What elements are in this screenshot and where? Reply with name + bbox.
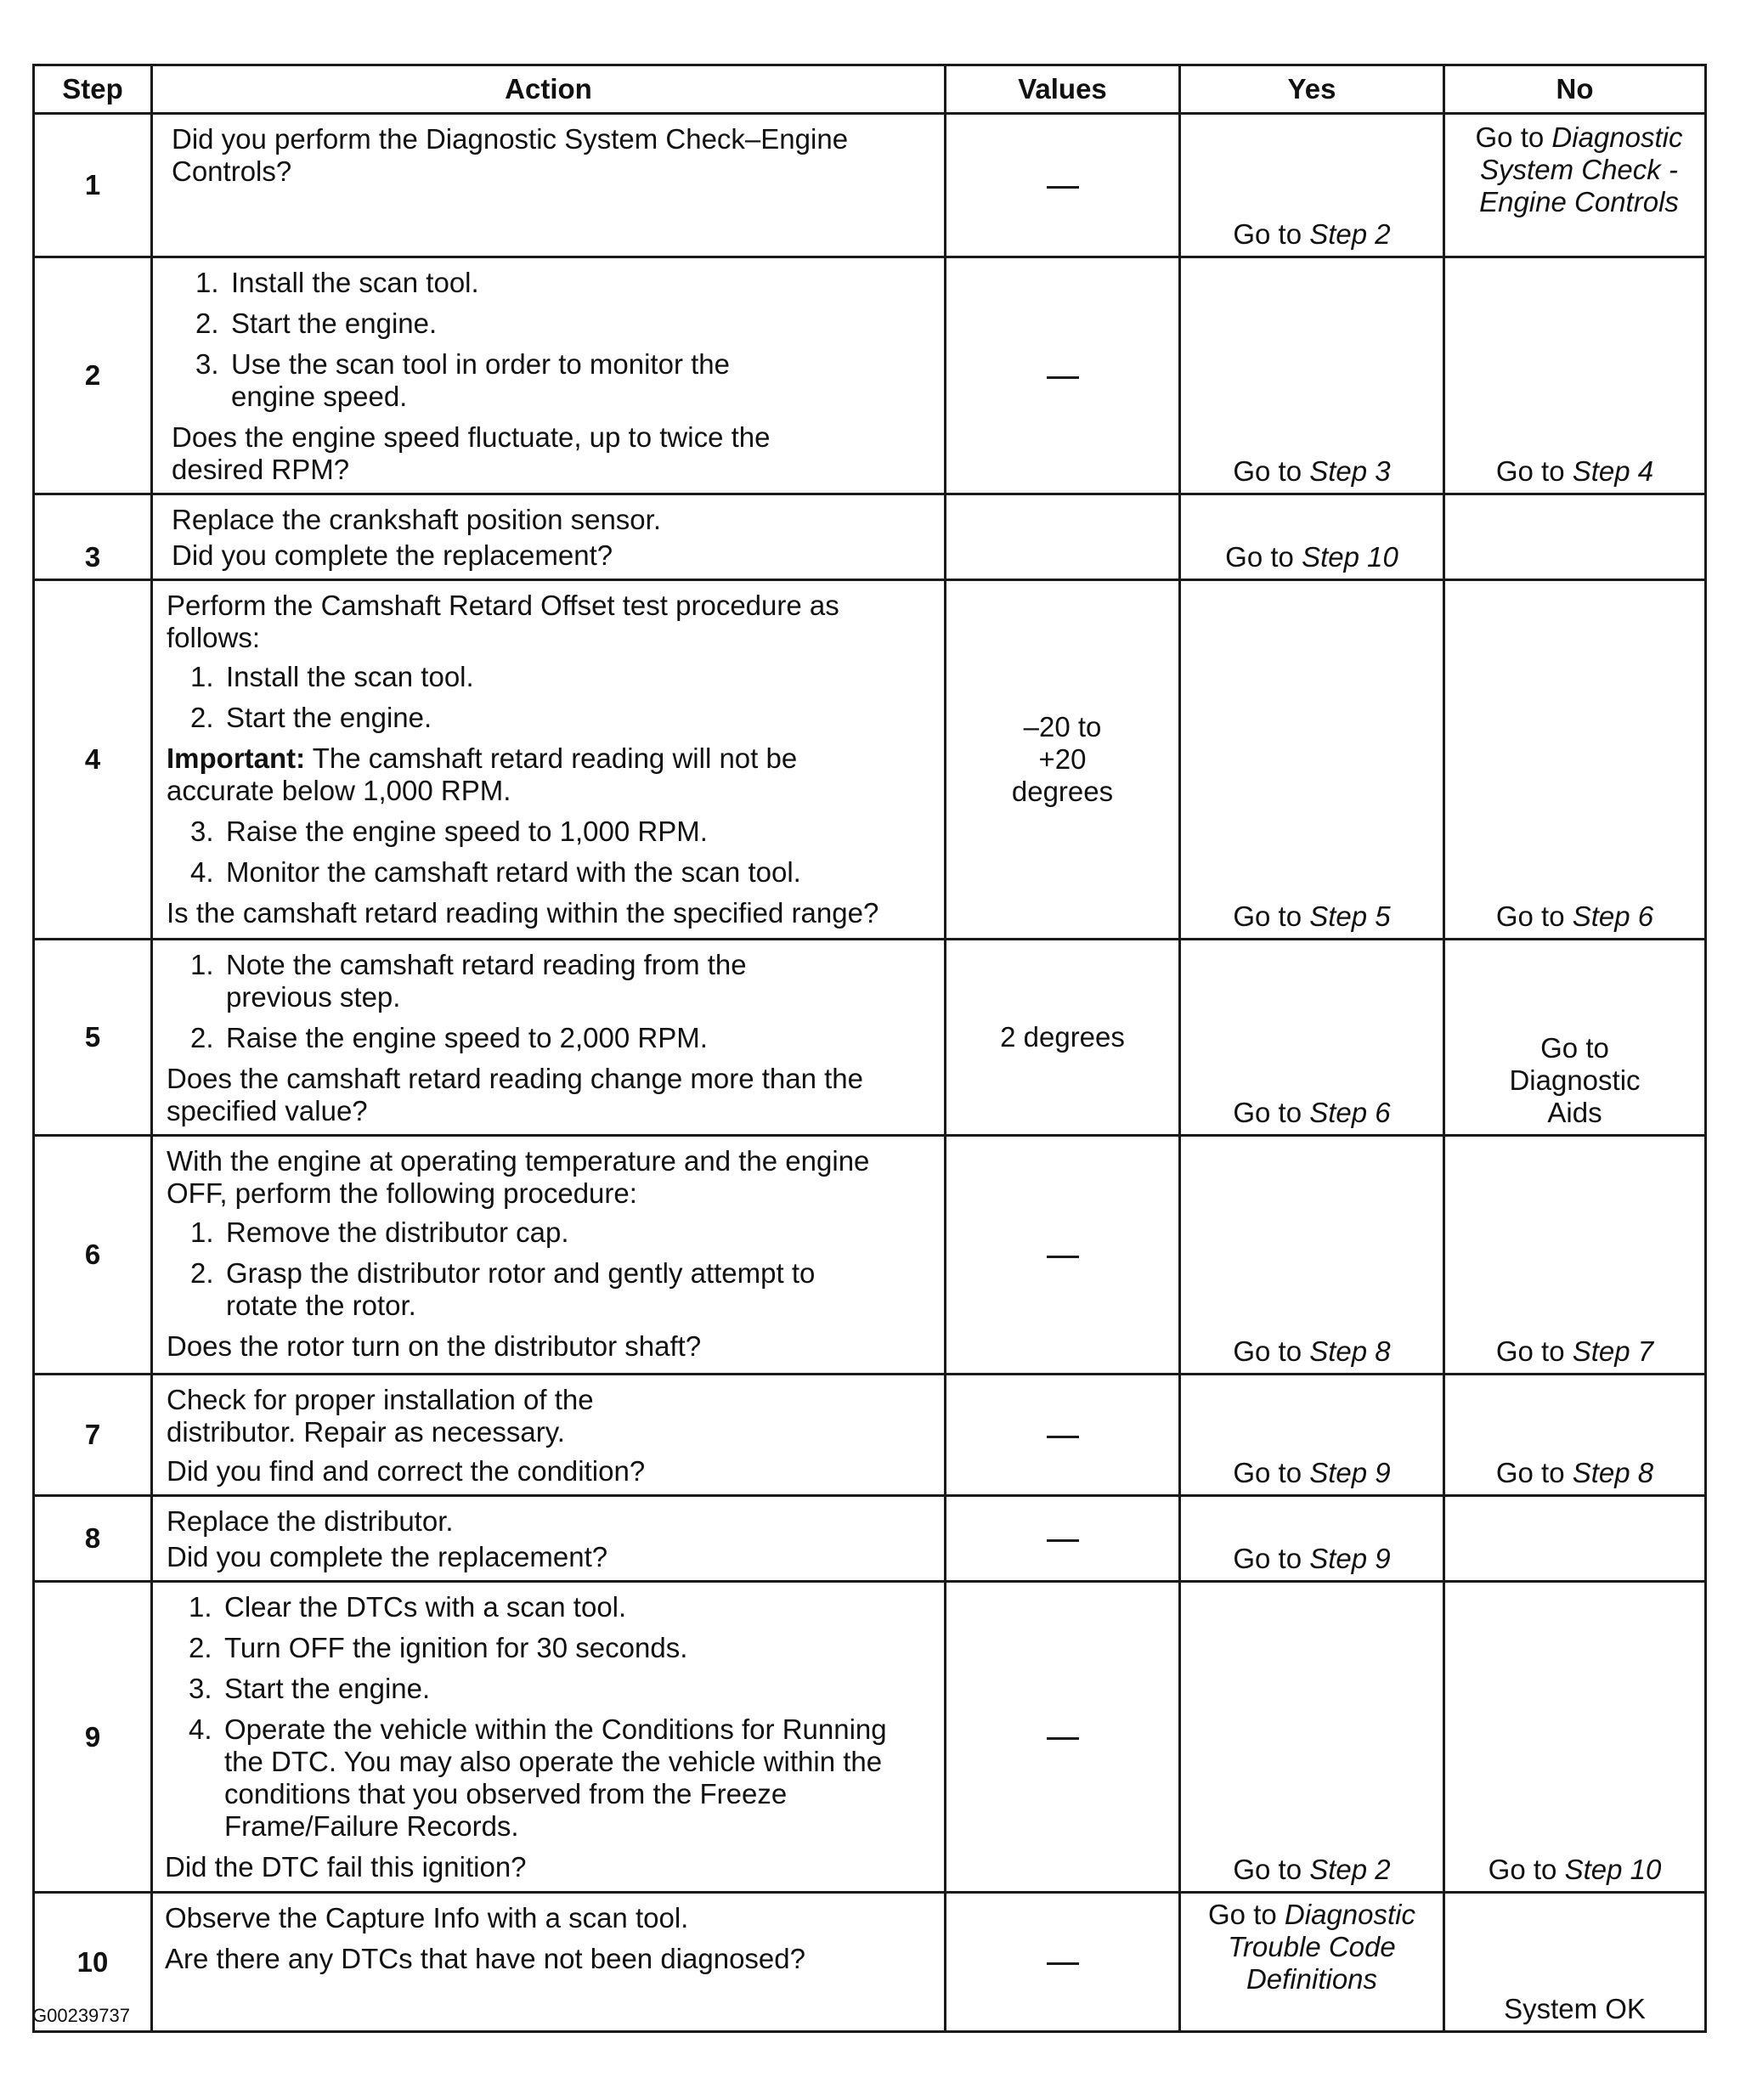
step-link[interactable]: Step 9 (1309, 1457, 1391, 1488)
step-number: 1 (34, 114, 152, 257)
yes-cell (1180, 257, 1444, 494)
action-question: Did the DTC fail this ignition? (165, 1851, 527, 1883)
action-cell (152, 940, 946, 1136)
table-row (34, 1893, 1706, 2032)
action-cell (152, 1136, 946, 1375)
yes-cell (1180, 940, 1444, 1136)
no-cell (1444, 580, 1706, 940)
goto-prefix: Go to (1233, 1543, 1310, 1574)
action-question: Does the engine speed fluctuate, up to twice the desired RPM? (172, 421, 771, 485)
step-number: 2 (34, 257, 152, 494)
values-cell (946, 1136, 1180, 1375)
list-item (167, 1257, 930, 1322)
list-number: 2. (195, 308, 219, 339)
step-number: 4 (34, 580, 152, 940)
dash-mark (1047, 1256, 1079, 1258)
table-row (34, 494, 1706, 580)
list-item (167, 661, 930, 693)
action-text: Observe the Capture Info with a scan tool. (165, 1902, 689, 1933)
list-item (167, 702, 930, 734)
action-text: Did you perform the Diagnostic System Check–Engine Controls? (172, 123, 849, 187)
no-cell (1444, 1375, 1706, 1496)
list-number: 1. (189, 1591, 212, 1623)
yes-cell (1180, 114, 1444, 257)
goto-prefix: Go to (1233, 455, 1310, 487)
action-text: Replace the distributor. (167, 1505, 454, 1537)
header-yes: Yes (1180, 65, 1444, 114)
step-link[interactable]: Step 2 (1309, 218, 1391, 250)
values-cell (946, 1496, 1180, 1582)
action-intro: With the engine at operating temperature and the engine OFF, perform the following procedure: (167, 1145, 870, 1209)
no-cell (1444, 1893, 1706, 2032)
table-row (34, 1375, 1706, 1496)
header-row (34, 65, 1706, 114)
action-question: Does the camshaft retard reading change more than the specified value? (167, 1063, 863, 1126)
action-cell (152, 1582, 946, 1893)
list-number: 2. (190, 1022, 214, 1053)
values-cell: –20 to +20 degrees (946, 580, 1180, 940)
goto-prefix: Go to (1233, 900, 1310, 932)
list-number: 4. (189, 1713, 212, 1745)
list-item (172, 267, 930, 299)
list-item (172, 348, 930, 413)
list-number: 3. (195, 348, 219, 380)
list-text: Operate the vehicle within the Conditions for Running the DTC. You may also operate the vehicle within the conditions that you observed from the Freeze Frame/Failure Records. (224, 1713, 887, 1842)
action-cell (152, 580, 946, 940)
list-item (167, 949, 930, 1013)
list-number: 3. (189, 1673, 212, 1704)
dash-mark (1047, 1962, 1079, 1965)
list-text: Start the engine. (231, 308, 438, 339)
list-item (165, 1713, 930, 1843)
list-text: Start the engine. (226, 702, 432, 733)
action-question: Did you complete the replacement? (167, 1541, 608, 1572)
step-link[interactable]: Step 9 (1309, 1543, 1391, 1574)
list-number: 2. (190, 1257, 214, 1289)
table-row (34, 1136, 1706, 1375)
system-ok-text: System OK (1504, 1993, 1646, 2024)
no-cell (1444, 257, 1706, 494)
goto-prefix: Go to (1208, 1899, 1285, 1930)
no-cell (1444, 1136, 1706, 1375)
table-row (34, 114, 1706, 257)
list-text: Use the scan tool in order to monitor the engine speed. (231, 348, 730, 412)
action-intro: Perform the Camshaft Retard Offset test procedure as follows: (167, 590, 839, 653)
action-question: Did you complete the replacement? (172, 539, 613, 571)
action-cell (152, 494, 946, 580)
table-row (34, 1582, 1706, 1893)
goto-prefix: Go to (1233, 1097, 1310, 1128)
step-number: 6 (34, 1136, 152, 1375)
action-question: Is the camshaft retard reading within the specified range? (167, 897, 879, 929)
list-item (165, 1591, 930, 1623)
dash-mark (1047, 1539, 1079, 1542)
list-item (165, 1673, 930, 1705)
list-text: Install the scan tool. (231, 267, 479, 298)
list-item (167, 1022, 930, 1054)
list-text: Turn OFF the ignition for 30 seconds. (224, 1632, 688, 1663)
yes-cell (1180, 1496, 1444, 1582)
values-cell (946, 1893, 1180, 2032)
list-number: 2. (189, 1632, 212, 1663)
goto-prefix: Go to (1233, 1457, 1310, 1488)
values-cell (946, 1375, 1180, 1496)
dash-mark (1047, 1737, 1079, 1740)
action-question: Does the rotor turn on the distributor shaft? (167, 1330, 702, 1362)
step-link[interactable]: Step 8 (1309, 1335, 1391, 1367)
list-item (167, 856, 930, 889)
goto-prefix: Go to (1488, 1854, 1565, 1885)
action-question: Did you find and correct the condition? (167, 1455, 646, 1487)
action-cell (152, 1375, 946, 1496)
important-label: Important: (167, 742, 306, 774)
dash-mark (1047, 186, 1079, 189)
dash-mark (1047, 376, 1079, 379)
goto-prefix: Go to (1475, 121, 1552, 153)
figure-id: G00239737 (32, 2005, 130, 2026)
no-cell (1444, 1582, 1706, 1893)
header-step: Step (34, 65, 152, 114)
values-cell (946, 494, 1180, 580)
goto-prefix: Go to (1495, 455, 1573, 487)
list-item (167, 1217, 930, 1249)
no-cell (1444, 1496, 1706, 1582)
goto-prefix: Go to (1233, 1335, 1310, 1367)
list-number: 4. (190, 856, 214, 888)
header-no: No (1444, 65, 1706, 114)
step-number: 9 (34, 1582, 152, 1893)
action-text: Check for proper installation of the distributor. Repair as necessary. (167, 1384, 594, 1448)
step-link[interactable]: Step 8 (1572, 1457, 1654, 1488)
list-text: Grasp the distributor rotor and gently attempt to rotate the rotor. (226, 1257, 816, 1321)
values-cell: 2 degrees (946, 940, 1180, 1136)
list-text: Clear the DTCs with a scan tool. (224, 1591, 627, 1623)
diagnostic-table (32, 64, 1707, 2033)
header-values: Values (946, 65, 1180, 114)
action-cell (152, 114, 946, 257)
step-number: 5 (34, 940, 152, 1136)
yes-cell (1180, 1136, 1444, 1375)
values-cell (946, 257, 1180, 494)
table-row (34, 940, 1706, 1136)
list-text: Raise the engine speed to 2,000 RPM. (226, 1022, 708, 1053)
goto-prefix: Go to (1233, 218, 1310, 250)
no-cell (1444, 114, 1706, 257)
no-cell (1444, 494, 1706, 580)
step-link[interactable]: Step 5 (1309, 900, 1391, 932)
yes-cell (1180, 580, 1444, 940)
step-link[interactable]: Step 4 (1572, 455, 1654, 487)
values-cell (946, 1582, 1180, 1893)
action-cell (152, 257, 946, 494)
list-text: Note the camshaft retard reading from the previous step. (226, 949, 747, 1013)
list-item (165, 1632, 930, 1664)
action-text: Replace the crankshaft position sensor. (172, 504, 662, 535)
step-link[interactable]: Step 7 (1572, 1335, 1654, 1367)
goto-prefix: Go to (1225, 541, 1302, 573)
step-link[interactable]: Step 6 (1572, 900, 1654, 932)
yes-cell (1180, 1375, 1444, 1496)
list-number: 1. (190, 1217, 214, 1248)
goto-prefix: Go to (1495, 1335, 1573, 1367)
important-text: The camshaft retard reading will not be accurate below 1,000 RPM. (167, 742, 798, 806)
action-question: Are there any DTCs that have not been diagnosed? (165, 1943, 805, 1974)
step-number: 10 (34, 1893, 152, 2032)
list-item (172, 308, 930, 340)
goto-prefix: Go to (1495, 1457, 1573, 1488)
step-link[interactable]: Step 6 (1309, 1097, 1391, 1128)
action-cell (152, 1893, 946, 2032)
list-number: 2. (190, 702, 214, 733)
list-text: Raise the engine speed to 1,000 RPM. (226, 816, 708, 847)
yes-cell (1180, 494, 1444, 580)
step-link[interactable]: Step 2 (1309, 1854, 1391, 1885)
step-link[interactable]: Step 3 (1309, 455, 1391, 487)
important-note (167, 742, 930, 807)
goto-text[interactable]: Go to Diagnostic Aids (1509, 1032, 1641, 1128)
table-row (34, 257, 1706, 494)
step-link[interactable]: Step 10 (1302, 541, 1398, 573)
goto-prefix: Go to (1495, 900, 1573, 932)
step-number: 3 (34, 494, 152, 580)
goto-prefix: Go to (1233, 1854, 1310, 1885)
list-text: Start the engine. (224, 1673, 431, 1704)
list-text: Remove the distributor cap. (226, 1217, 569, 1248)
step-link[interactable]: Diagnostic Trouble Code Definitions (1228, 1899, 1415, 1995)
step-link[interactable]: Step 10 (1564, 1854, 1662, 1885)
header-action: Action (152, 65, 946, 114)
step-link[interactable]: Diagnostic System Check - Engine Controls (1479, 121, 1683, 217)
table-row (34, 1496, 1706, 1582)
yes-cell (1180, 1893, 1444, 2032)
list-number: 1. (190, 661, 214, 692)
step-number: 7 (34, 1375, 152, 1496)
action-cell (152, 1496, 946, 1582)
table-row (34, 580, 1706, 940)
list-number: 1. (195, 267, 219, 298)
list-text: Install the scan tool. (226, 661, 474, 692)
dash-mark (1047, 1436, 1079, 1438)
list-number: 1. (190, 949, 214, 980)
yes-cell (1180, 1582, 1444, 1893)
no-cell (1444, 940, 1706, 1136)
list-number: 3. (190, 816, 214, 847)
list-text: Monitor the camshaft retard with the scan tool. (226, 856, 801, 888)
values-cell (946, 114, 1180, 257)
list-item (167, 816, 930, 848)
step-number: 8 (34, 1496, 152, 1582)
